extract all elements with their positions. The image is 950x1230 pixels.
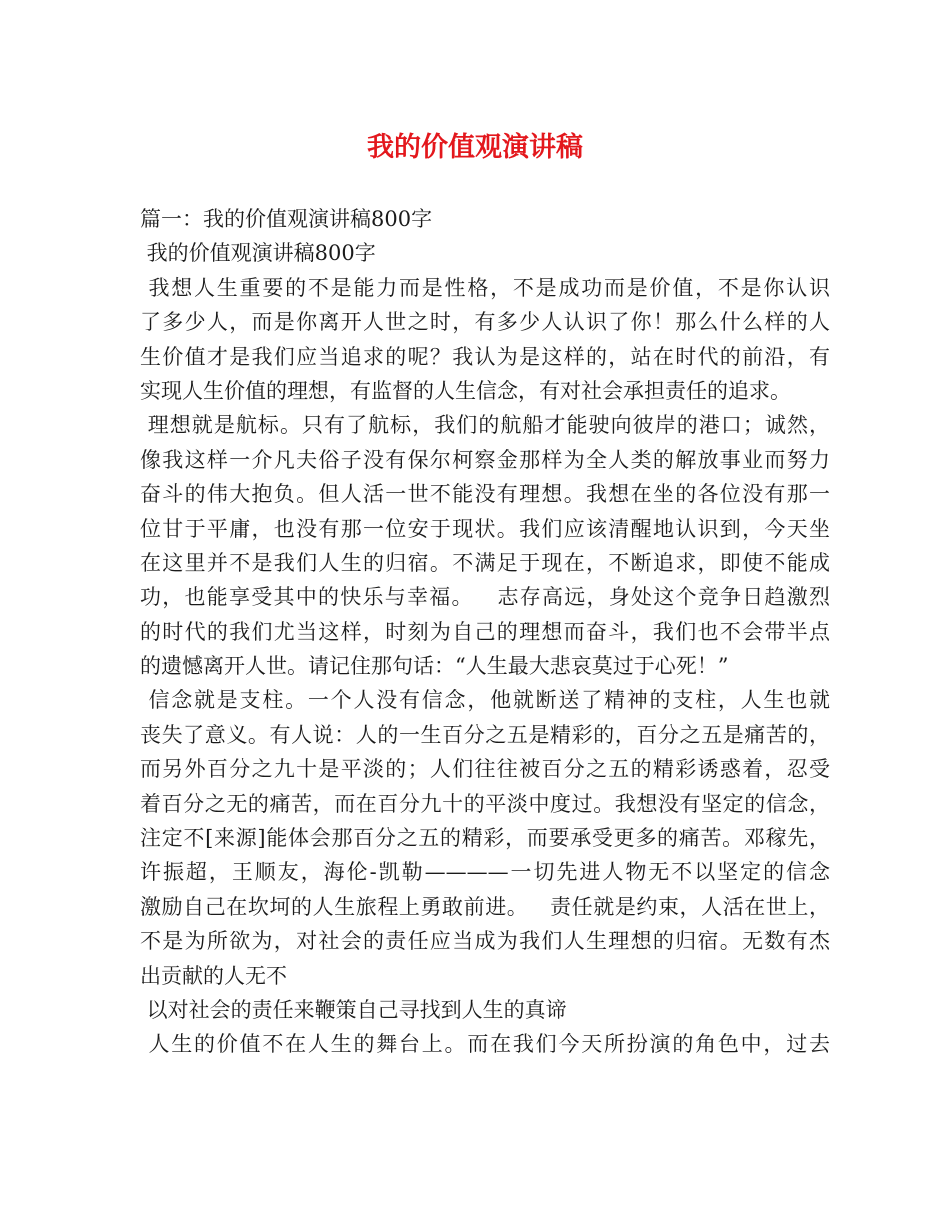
body-line: 奋斗的伟大抱负。但人活一世不能没有理想。我想在坐的各位没有那一	[140, 482, 830, 507]
body-line: 注定不[来源]能体会那百分之五的精彩，而要承受更多的痛苦。邓稼先，	[140, 826, 830, 851]
body-line: 激励自己在坎坷的人生旅程上勇敢前进。 责任就是约束，人活在世上，	[140, 894, 830, 919]
subheading: 我的价值观演讲稿800字	[140, 241, 376, 266]
body-line: 位甘于平庸，也没有那一位安于现状。我们应该清醒地认识到，今天坐	[140, 516, 830, 541]
body-line: 不是为所欲为，对社会的责任应当成为我们人生理想的归宿。无数有杰	[140, 929, 830, 954]
body-line: 以对社会的责任来鞭策自己寻找到人生的真谛	[140, 997, 567, 1022]
body-line: 实现人生价值的理想，有监督的人生信念，有对社会承担责任的追求。	[140, 378, 791, 403]
body-line: 功，也能享受其中的快乐与幸福。 志存高远，身处这个竞争日趋激烈	[140, 585, 830, 610]
body-line: 的遗憾离开人世。请记住那句话：“人生最大悲哀莫过于心死！”	[140, 654, 729, 679]
body-line: 人生的价值不在人生的舞台上。而在我们今天所扮演的角色中，过去	[140, 1032, 830, 1057]
body-line: 许振超，王顺友，海伦-凯勒————一切先进人物无不以坚定的信念	[140, 860, 830, 885]
body-line: 我想人生重要的不是能力而是性格，不是成功而是价值，不是你认识	[140, 275, 830, 300]
body-line: 生价值才是我们应当追求的呢？我认为是这样的，站在时代的前沿，有	[140, 344, 830, 369]
body-line: 出贡献的人无不	[140, 963, 287, 988]
document-body	[140, 202, 830, 1062]
body-line: 着百分之无的痛苦，而在百分九十的平淡中度过。我想没有坚定的信念，	[140, 791, 830, 816]
body-line: 像我这样一介凡夫俗子没有保尔柯察金那样为全人类的解放事业而努力	[140, 447, 830, 472]
body-line: 了多少人，而是你离开人世之时，有多少人认识了你！那么什么样的人	[140, 310, 830, 335]
body-line: 丧失了意义。有人说：人的一生百分之五是精彩的，百分之五是痛苦的，	[140, 722, 830, 747]
body-line: 而另外百分之九十是平淡的；人们往往被百分之五的精彩诱惑着，忍受	[140, 757, 830, 782]
body-line: 信念就是支柱。一个人没有信念，他就断送了精神的支柱，人生也就	[140, 688, 830, 713]
body-line: 的时代的我们尤当这样，时刻为自己的理想而奋斗，我们也不会带半点	[140, 619, 830, 644]
body-line: 在这里并不是我们人生的归宿。不满足于现在，不断追求，即使不能成	[140, 550, 830, 575]
section-heading: 篇一：我的价值观演讲稿800字	[140, 207, 433, 231]
body-line: 理想就是航标。只有了航标，我们的航船才能驶向彼岸的港口；诚然，	[140, 413, 830, 438]
document-title: 我的价值观演讲稿	[367, 132, 583, 163]
